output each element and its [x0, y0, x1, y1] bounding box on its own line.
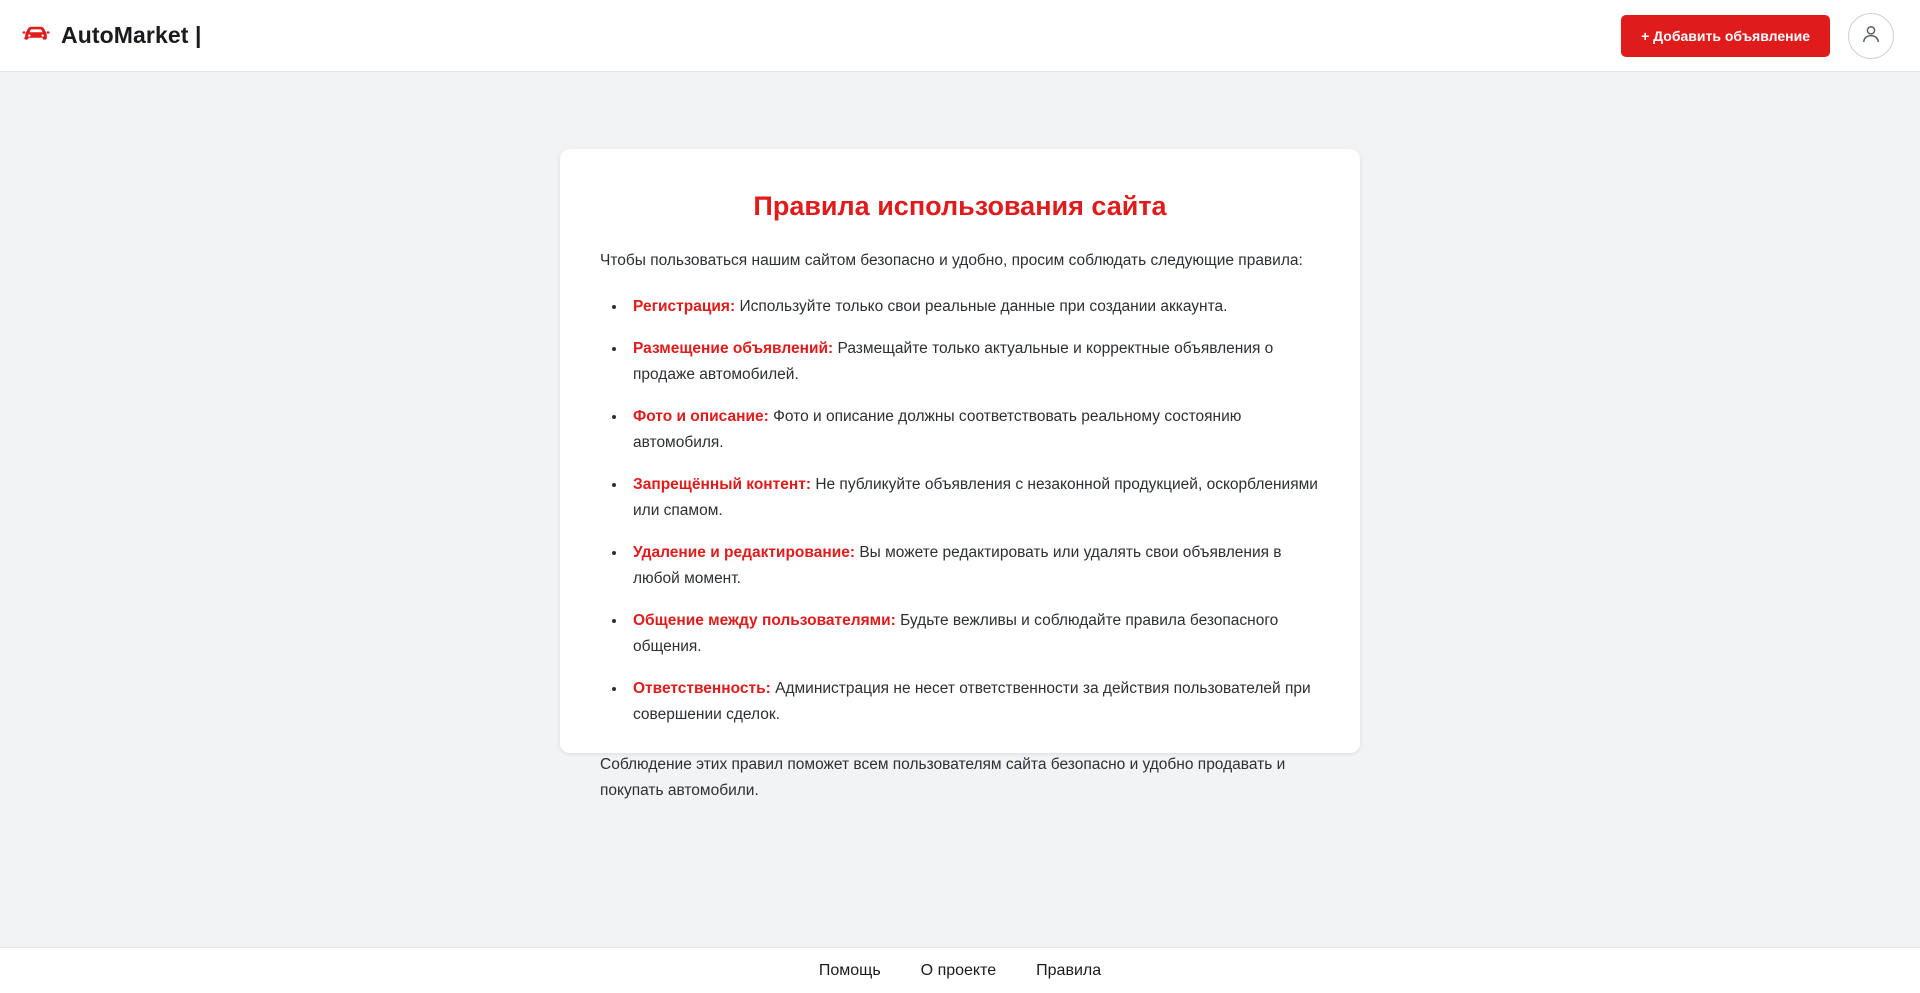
- site-header: [0, 0, 1920, 72]
- brand-logo[interactable]: [22, 22, 202, 49]
- rule-term: Общение между пользователями:: [633, 612, 896, 629]
- page-content: [0, 72, 1920, 947]
- rule-text: Используйте только свои реальные данные при создании аккаунта.: [739, 298, 1228, 315]
- rule-term: Размещение объявлений:: [633, 340, 834, 357]
- user-avatar-icon: [1859, 22, 1883, 49]
- list-item: [627, 472, 1320, 524]
- header-actions: [1621, 13, 1894, 59]
- rule-term: Запрещённый контент:: [633, 476, 811, 493]
- footer-link-about[interactable]: О проекте: [920, 961, 997, 979]
- car-icon: [22, 23, 50, 48]
- rules-list: [600, 294, 1320, 728]
- rule-text: Вы можете редактировать или удалять свои объявления в любой момент.: [633, 544, 1282, 587]
- rule-term: Удаление и редактирование:: [633, 544, 856, 561]
- add-ad-button[interactable]: + Добавить объявление: [1621, 15, 1830, 57]
- rule-text: Не публикуйте объявления с незаконной продукцией, оскорблениями или спамом.: [633, 476, 1318, 519]
- list-item: [627, 294, 1320, 320]
- rule-text: Администрация не несет ответственности за действия пользователей при совершении сделок.: [633, 680, 1311, 723]
- rule-term: Регистрация:: [633, 298, 736, 315]
- footer-link-rules[interactable]: Правила: [1036, 961, 1102, 979]
- rule-text: Будьте вежливы и соблюдайте правила безопасного общения.: [633, 612, 1279, 655]
- rule-term: Фото и описание:: [633, 408, 769, 425]
- rule-text: Фото и описание должны соответствовать реальному состоянию автомобиля.: [633, 408, 1242, 451]
- rule-text: Размещайте только актуальные и корректные объявления о продаже автомобилей.: [633, 340, 1274, 383]
- outro-paragraph: Соблюдение этих правил поможет всем пользователям сайта безопасно и удобно продавать и покупать автомобили.: [600, 756, 1286, 799]
- rule-term: Ответственность:: [633, 680, 771, 697]
- account-button[interactable]: [1848, 13, 1894, 59]
- site-footer: [0, 947, 1920, 993]
- list-item: [627, 608, 1320, 660]
- list-item: [627, 404, 1320, 456]
- intro-paragraph: Чтобы пользоваться нашим сайтом безопасно и удобно, просим соблюдать следующие правила:: [600, 252, 1303, 269]
- footer-link-help[interactable]: Помощь: [818, 961, 881, 979]
- list-item: [627, 336, 1320, 388]
- page-title: Правила использования сайта: [753, 191, 1167, 221]
- list-item: [627, 676, 1320, 728]
- brand-name: AutoMarket |: [61, 22, 202, 48]
- list-item: [627, 540, 1320, 592]
- rules-card: [560, 149, 1360, 799]
